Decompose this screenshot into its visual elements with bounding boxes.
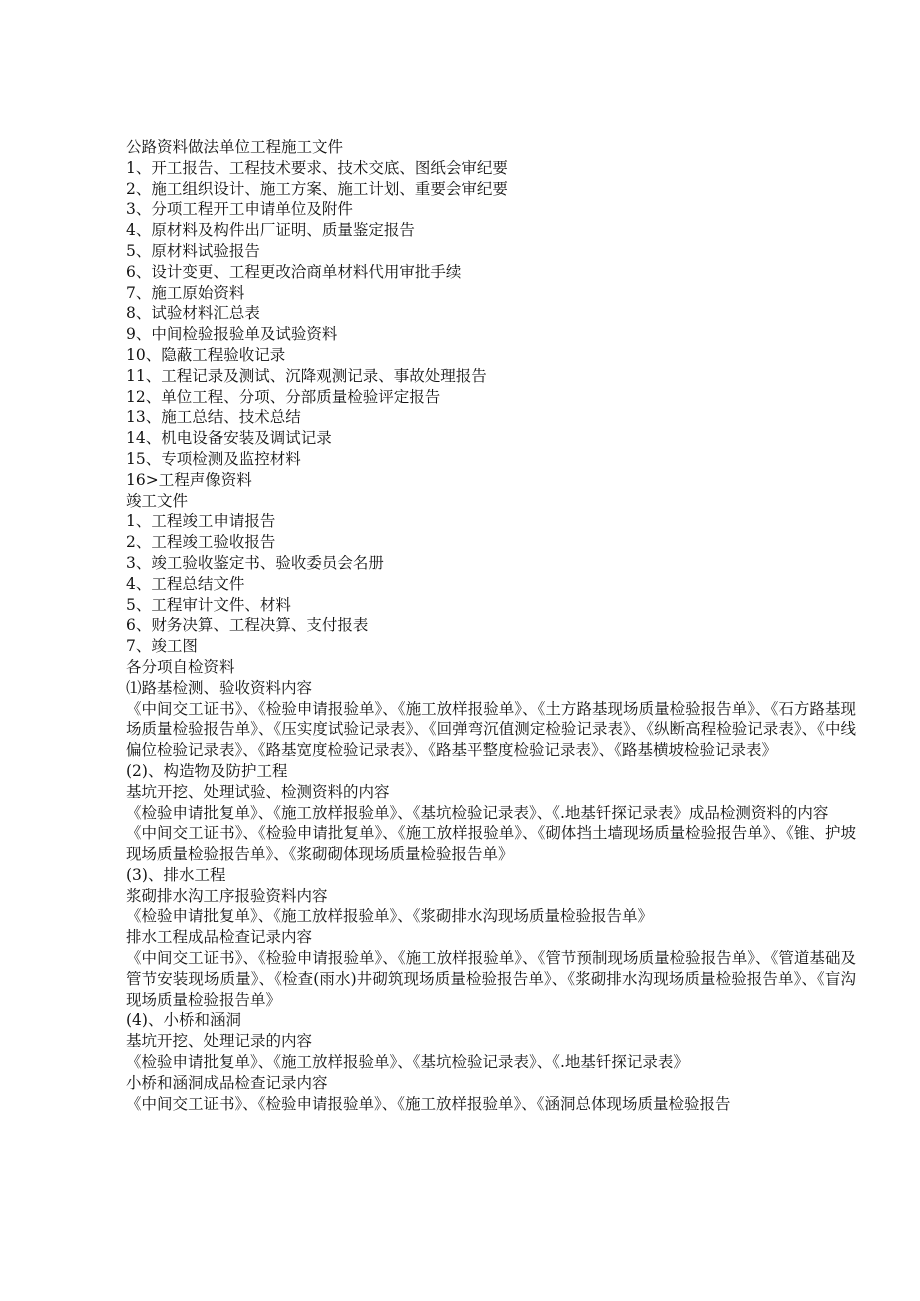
section-heading: (4)、小桥和涵洞	[126, 1011, 241, 1030]
list-item: 10、隐蔽工程验收记录	[126, 345, 286, 364]
list-item: 12、单位工程、分项、分部质量检验评定报告	[126, 387, 441, 406]
section-text: 《中间交工证书》、《检验申请报验单》、《施工放样报验单》、《管节预制现场质量检验报告单》、《管道基础及管节安装现场质量》、《检查(雨水)井砌筑现场质量检验报告单》、《浆砌排水沟现场质量检验报告单》、《盲沟现场质量检验报告单》	[126, 949, 856, 1009]
list-item: 1、工程竣工申请报告	[126, 512, 276, 531]
list-item: 1、开工报告、工程技术要求、技术交底、图纸会审纪要	[126, 158, 508, 177]
selfcheck-heading: 各分项自检资料	[126, 657, 235, 676]
list-item: 9、中间检验报验单及试验资料	[126, 325, 338, 344]
list-item: 6、财务决算、工程决算、支付报表	[126, 616, 369, 635]
list-item: 3、竣工验收鉴定书、验收委员会名册	[126, 553, 384, 572]
section-text: 《检验申请批复单》、《施工放样报验单》、《基坑检验记录表》、《.地基钎探记录表》成品检测资料的内容	[126, 803, 829, 822]
list-item: 7、竣工图	[126, 637, 198, 656]
section-text: 《检验申请批复单》、《施工放样报验单》、《浆砌排水沟现场质量检验报告单》	[126, 907, 654, 926]
construction-file-list	[126, 158, 856, 491]
subsection-heading: 基坑开挖、处理试验、检测资料的内容	[126, 782, 390, 801]
subsection-heading: 浆砌排水沟工序报验资料内容	[126, 886, 328, 905]
section-heading: ⑴路基检测、验收资料内容	[126, 678, 313, 697]
list-item: 4、原材料及构件出厂证明、质量鉴定报告	[126, 221, 415, 240]
list-item: 5、原材料试验报告	[126, 241, 260, 260]
subsection-heading: 小桥和涵洞成品检查记录内容	[126, 1073, 328, 1092]
section-text: 《中间交工证书》、《检验申请报验单》、《施工放样报验单》、《涵洞总体现场质量检验报告	[126, 1094, 731, 1113]
completion-file-list	[126, 511, 856, 657]
completion-heading: 竣工文件	[126, 491, 189, 510]
document-page	[126, 137, 856, 1114]
list-item: 8、试验材料汇总表	[126, 304, 260, 323]
list-item: 5、工程审计文件、材料	[126, 595, 291, 614]
list-item: 6、设计变更、工程更改洽商单材料代用审批手续	[126, 262, 462, 281]
list-item: 3、分项工程开工申请单位及附件	[126, 200, 353, 219]
list-item: 2、施工组织设计、施工方案、施工计划、重要会审纪要	[126, 179, 508, 198]
section-text: 《中间交工证书》、《检验申请报验单》、《施工放样报验单》、《土方路基现场质量检验报告单》、《石方路基现场质量检验报告单》、《压实度试验记录表》、《回弹弯沉值测定检验记录表》、《纵断高程检验记录表》、《中线偏位检验记录表》、《路基宽度检验记录表》、《路基平整度检验记录表》、《路基横坡检验记录表》	[126, 699, 856, 760]
document-title: 公路资料做法单位工程施工文件	[126, 138, 344, 156]
list-item: 4、工程总结文件	[126, 574, 245, 593]
list-item: 16>工程声像资料	[126, 470, 252, 489]
list-item: 14、机电设备安装及调试记录	[126, 429, 332, 448]
list-item: 7、施工原始资料	[126, 283, 245, 302]
subsection-heading: 排水工程成品检查记录内容	[126, 928, 313, 947]
section-text: 《检验申请批复单》、《施工放样报验单》、《基坑检验记录表》、《.地基钎探记录表》	[126, 1053, 689, 1072]
section-text: 《中间交工证书》、《检验申请批复单》、《施工放样报验单》、《砌体挡土墙现场质量检验报告单》、《锥、护坡现场质量检验报告单》、《浆砌砌体现场质量检验报告单》	[126, 824, 856, 864]
section-heading: (2)、构造物及防护工程	[126, 761, 288, 780]
list-item: 11、工程记录及测试、沉降观测记录、事故处理报告	[126, 366, 487, 385]
list-item: 2、工程竣工验收报告	[126, 533, 276, 552]
list-item: 15、专项检测及监控材料	[126, 449, 301, 468]
section-heading: (3)、排水工程	[126, 865, 226, 884]
subsection-heading: 基坑开挖、处理记录的内容	[126, 1032, 313, 1051]
list-item: 13、施工总结、技术总结	[126, 408, 301, 427]
